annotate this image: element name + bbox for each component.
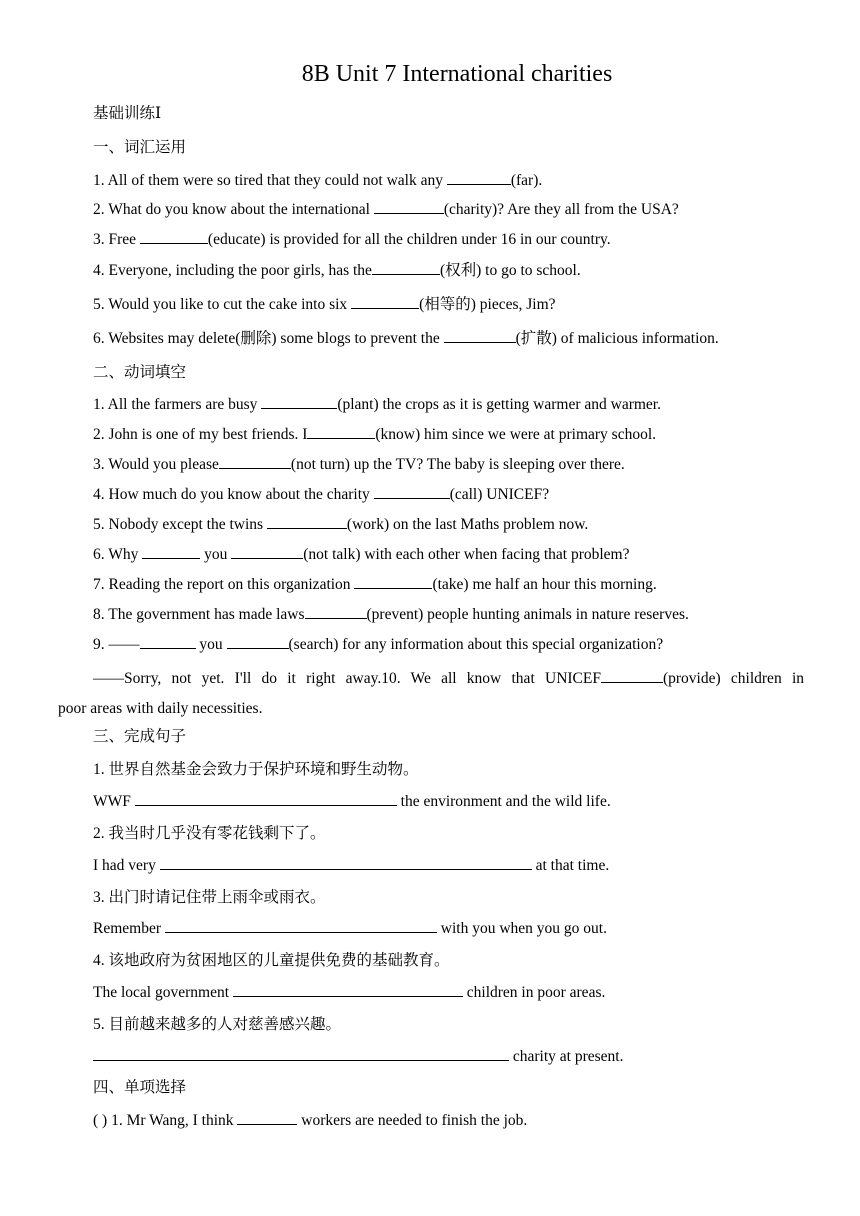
item-text: (work) on the last Maths problem now.: [346, 516, 589, 533]
answer-blank[interactable]: [237, 1110, 297, 1125]
item-text: 6. Websites may delete(删除) some blogs to prevent the: [93, 330, 444, 347]
item-text: (plant) the crops as it is getting warmer and warmer.: [337, 396, 661, 413]
answer-blank[interactable]: [93, 1046, 509, 1061]
item-text: Remember: [93, 920, 165, 937]
answer-blank[interactable]: [233, 982, 463, 997]
item-text: (权利) to go to school.: [439, 262, 581, 279]
answer-blank[interactable]: [444, 328, 516, 343]
item-text: 2. What do you know about the international: [93, 201, 374, 218]
answer-blank[interactable]: [267, 514, 347, 529]
item-text: (know) him since we were at primary school.: [375, 426, 657, 443]
sentence-chinese: 5. 目前越来越多的人对慈善感兴趣。: [93, 1016, 342, 1033]
answer-blank[interactable]: [227, 634, 289, 649]
item-text: 5. Nobody except the twins: [93, 516, 267, 533]
vocab-item: [93, 260, 581, 282]
item-text: workers are needed to finish the job.: [297, 1112, 528, 1129]
item-text: ( ) 1. Mr Wang, I think: [93, 1112, 238, 1129]
item-text: the environment and the wild life.: [396, 793, 611, 810]
answer-blank[interactable]: [307, 424, 375, 439]
item-text: (charity)? Are they all from the USA?: [443, 201, 679, 218]
item-text: (not talk) with each other when facing that problem?: [303, 546, 630, 563]
item-text: 1. All of them were so tired that they could not walk any: [93, 172, 447, 189]
page-title: 8B Unit 7 International charities: [301, 61, 613, 87]
item-text: 1. All the farmers are busy: [93, 396, 262, 413]
section-heading-vocab: 一、词汇运用: [93, 139, 187, 156]
answer-blank[interactable]: [261, 394, 337, 409]
answer-blank[interactable]: [165, 918, 437, 933]
verb-item: [93, 544, 629, 566]
sentence-item: [93, 982, 605, 1004]
section-heading-sentences: 三、完成句子: [93, 728, 187, 745]
sentence-chinese: 2. 我当时几乎没有零花钱剩下了。: [93, 825, 326, 842]
answer-blank[interactable]: [219, 454, 291, 469]
item-text: (not turn) up the TV? The baby is sleeping over there.: [290, 456, 625, 473]
verb-item: [93, 634, 663, 656]
vocab-item: [93, 294, 556, 316]
verb-item: [93, 424, 656, 446]
sentence-item: [93, 918, 607, 940]
answer-blank[interactable]: [135, 791, 397, 806]
item-text: you: [195, 636, 227, 653]
item-text: 2. John is one of my best friends. I: [93, 426, 308, 443]
answer-blank[interactable]: [160, 855, 532, 870]
item-text: poor areas with daily necessities.: [58, 700, 263, 717]
item-text: you: [200, 546, 232, 563]
section-heading-choice: 四、单项选择: [93, 1079, 187, 1096]
sentence-item: [93, 855, 609, 877]
answer-blank[interactable]: [354, 574, 432, 589]
answer-blank[interactable]: [140, 229, 208, 244]
sentence-item: [93, 791, 611, 813]
vocab-item: [93, 170, 542, 192]
item-text: (provide) children in: [662, 670, 804, 687]
item-text: The local government: [93, 984, 233, 1001]
answer-blank[interactable]: [374, 199, 444, 214]
item-text: (far).: [510, 172, 543, 189]
item-text: with you when you go out.: [436, 920, 607, 937]
choice-item: [93, 1110, 527, 1132]
item-text: 3. Free: [93, 231, 140, 248]
answer-blank[interactable]: [447, 170, 511, 185]
item-text: ——Sorry, not yet. I'll do it right away.10. We all know that UNICEF: [93, 670, 601, 687]
item-text: 6. Why: [93, 546, 143, 563]
item-text: I had very: [93, 857, 160, 874]
item-text: (call) UNICEF?: [449, 486, 550, 503]
sentence-chinese: 4. 该地政府为贫困地区的儿童提供免费的基础教育。: [93, 952, 450, 969]
answer-blank[interactable]: [372, 260, 440, 275]
section-heading-verbs: 二、动词填空: [93, 364, 187, 381]
item-text: (search) for any information about this special organization?: [288, 636, 664, 653]
item-text: (扩散) of malicious information.: [515, 330, 719, 347]
verb-item: [93, 484, 549, 506]
verb-item: [93, 454, 625, 476]
answer-blank[interactable]: [601, 668, 663, 683]
answer-blank[interactable]: [231, 544, 303, 559]
verb-item: [93, 394, 661, 416]
sentence-chinese: 3. 出门时请记住带上雨伞或雨衣。: [93, 889, 326, 906]
answer-blank[interactable]: [374, 484, 450, 499]
verb-item: [93, 574, 657, 596]
vocab-item: [93, 328, 719, 350]
item-text: children in poor areas.: [462, 984, 606, 1001]
item-text: 7. Reading the report on this organization: [93, 576, 355, 593]
item-text: at that time.: [531, 857, 610, 874]
subtitle: 基础训练Ⅰ: [93, 105, 162, 122]
verb-item: [93, 604, 689, 626]
item-text: WWF: [93, 793, 135, 810]
item-text: (take) me half an hour this morning.: [432, 576, 657, 593]
vocab-item: [93, 199, 679, 221]
item-text: (相等的) pieces, Jim?: [419, 296, 556, 313]
item-text: 4. Everyone, including the poor girls, has the: [93, 262, 372, 279]
item-text: 9. ——: [93, 636, 140, 653]
item-text: (prevent) people hunting animals in nature reserves.: [366, 606, 689, 623]
verb-item: [93, 514, 588, 536]
item-text: 5. Would you like to cut the cake into six: [93, 296, 352, 313]
answer-blank[interactable]: [305, 604, 367, 619]
sentence-chinese: 1. 世界自然基金会致力于保护环境和野生动物。: [93, 761, 419, 778]
answer-blank[interactable]: [140, 634, 196, 649]
answer-blank[interactable]: [351, 294, 419, 309]
item-text: charity at present.: [509, 1048, 624, 1065]
item-text: (educate) is provided for all the children under 16 in our country.: [207, 231, 611, 248]
answer-blank[interactable]: [142, 544, 200, 559]
vocab-item: [93, 229, 611, 251]
item-text: 8. The government has made laws: [93, 606, 305, 623]
item-text: 4. How much do you know about the charity: [93, 486, 374, 503]
verb-item-wrapped: [58, 664, 804, 724]
sentence-item: [93, 1046, 623, 1068]
item-text: 3. Would you please: [93, 456, 219, 473]
